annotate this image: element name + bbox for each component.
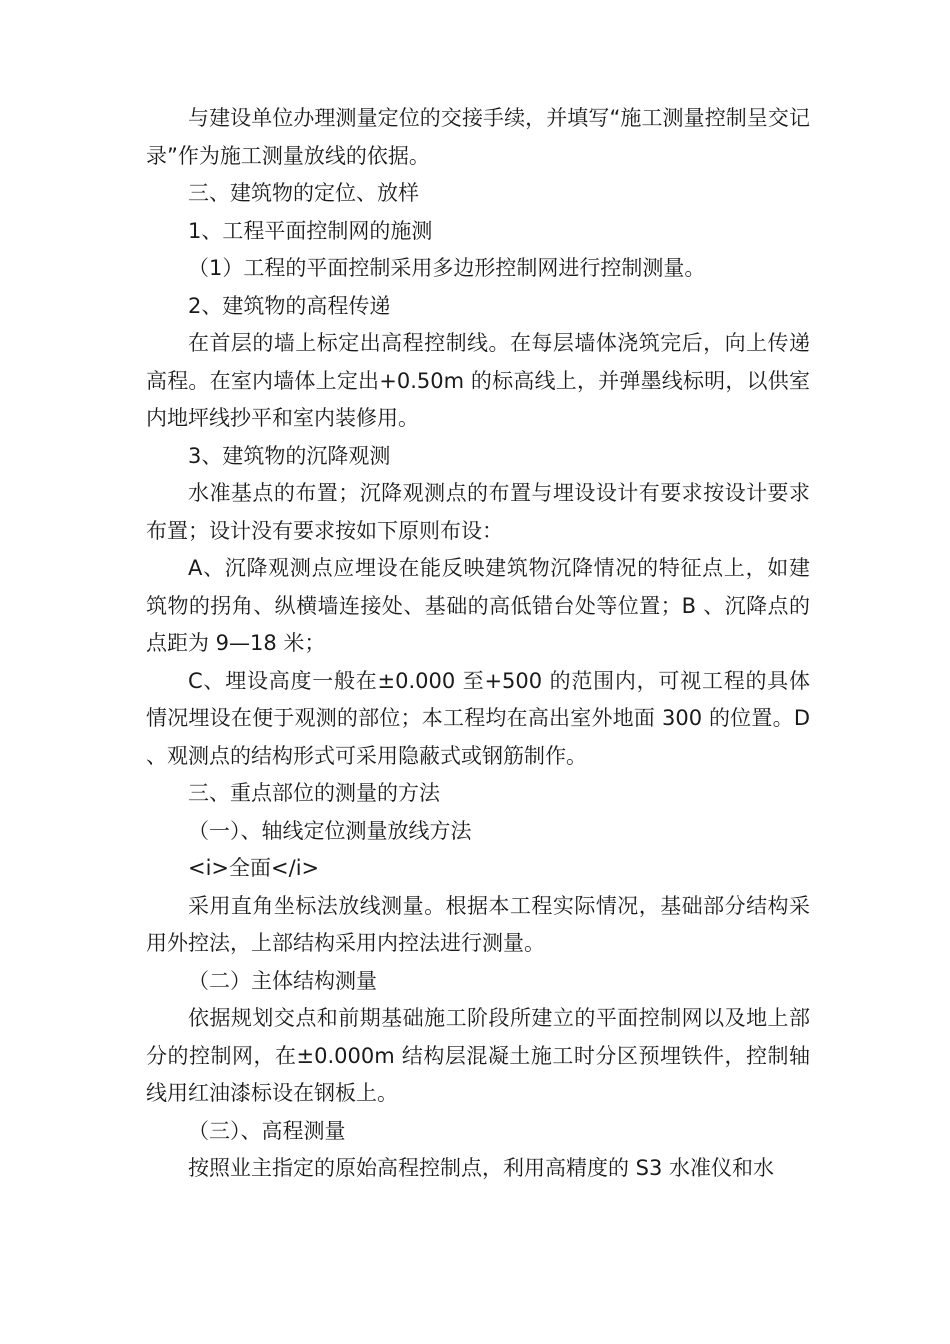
paragraph-elevation-transfer: 在首层的墙上标定出高程控制线。在每层墙体浇筑完后，向上传递高程。在室内墙体上定出+0.50m 的标高线上，并弹墨线标明，以供室内地坪线抄平和室内装修用。	[146, 331, 810, 430]
paragraph-handover: 与建设单位办理测量定位的交接手续，并填写“施工测量控制呈交记录”作为施工测量放线的依据。	[146, 106, 810, 168]
heading-elevation-transfer: 2、建筑物的高程传递	[188, 293, 391, 318]
heading-plane-control-network: 1、工程平面控制网的施测	[188, 218, 433, 243]
paragraph-elevation-survey: 按照业主指定的原始高程控制点，利用高精度的 S3 水准仪和水	[188, 1156, 775, 1180]
paragraph-polygon-network: （1）工程的平面控制采用多边形控制网进行控制测量。	[188, 256, 706, 280]
paragraph-benchmark-layout: 水准基点的布置；沉降观测点的布置与埋设设计有要求按设计要求布置；设计没有要求按如下原则布设：	[146, 481, 810, 543]
paragraph-rectangular-coordinates: 采用直角坐标法放线测量。根据本工程实际情况，基础部分结构采用外控法，上部结构采用内控法进行测量。	[146, 893, 810, 955]
paragraph-settlement-point-c: C、埋设高度一般在±0.000 至+500 的范围内，可视工程的具体情况埋设在便于观测的部位；本工程均在高出室外地面 300 的位置。D 、观测点的结构形式可采用隐蔽式或钢筋制作。	[146, 668, 810, 768]
heading-main-structure-survey: （二）主体结构测量	[188, 968, 377, 993]
paragraph-raw-tag-text: <i>全面</i>	[188, 856, 320, 880]
document-page	[146, 100, 810, 1188]
heading-elevation-survey: （三）、高程测量	[188, 1118, 346, 1143]
heading-axis-positioning: （一）、轴线定位测量放线方法	[188, 818, 472, 843]
paragraph-settlement-point-a: A、沉降观测点应埋设在能反映建筑物沉降情况的特征点上，如建筑物的拐角、纵横墙连接处、基础的高低错台处等位置；B 、沉降点的点距为 9—18 米；	[146, 556, 810, 655]
heading-settlement-observation: 3、建筑物的沉降观测	[188, 443, 391, 468]
heading-key-part-methods: 三、重点部位的测量的方法	[188, 781, 440, 805]
paragraph-main-structure-survey: 依据规划交点和前期基础施工阶段所建立的平面控制网以及地上部分的控制网，在±0.000m 结构层混凝土施工时分区预埋铁件，控制轴线用红油漆标设在钢板上。	[146, 1006, 810, 1105]
heading-building-positioning: 三、建筑物的定位、放样	[188, 181, 419, 205]
